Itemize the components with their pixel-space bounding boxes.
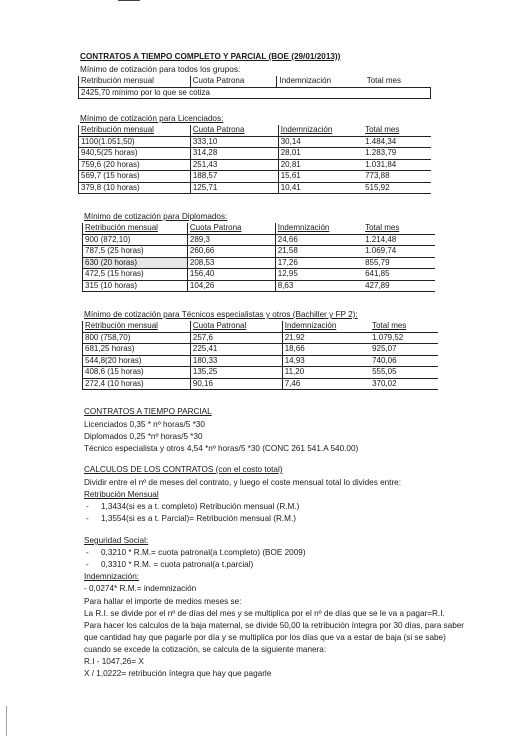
table-row: [79, 148, 432, 160]
table-cell: 10,41: [278, 182, 363, 194]
header-cell: Indemnización: [275, 223, 363, 234]
tail-line: Para hallar el importe de medios meses se:: [84, 597, 242, 606]
table-cell: 544,8(20 horas): [83, 355, 191, 367]
tail-line: R.I - 1047,26= X: [84, 657, 144, 666]
table-row: [79, 182, 432, 194]
table-cell: 7,46: [282, 378, 370, 390]
table-cell: 90,16: [190, 378, 282, 390]
parcial-line: Diplomados 0,25 *nº horas/5 *30: [84, 432, 203, 441]
header-cell: Total mes: [363, 125, 431, 136]
table-header-row: [79, 125, 432, 136]
tecnicos-table: [82, 321, 438, 390]
table-cell: 1100(1.051,50): [79, 136, 191, 148]
table-cell: 30,14: [278, 136, 363, 148]
header-cell: Indemnización: [278, 125, 363, 136]
header-cell: Total mes: [363, 223, 435, 234]
seguridad-item: 0,3310 * R.M. = cuota patronal(a t.parcial): [101, 560, 254, 569]
header-cell: Retribución mensual: [83, 223, 188, 234]
table-cell: 24,66: [275, 234, 363, 246]
table-row: [83, 344, 439, 356]
scan-mark-left: [6, 706, 7, 736]
table-cell: 21,92: [282, 332, 370, 344]
calculos-intro: Dividir entre el nº de meses del contrato, y luego el coste mensual total lo divides entre:: [84, 478, 402, 487]
table-cell: 940,5(25 horas): [79, 148, 191, 160]
table-cell: 1.031,84: [363, 159, 431, 171]
retribucion-item: 1,3434(si es a t. completo) Retribución mensual (R.M.): [101, 502, 300, 511]
table-cell: 408,6 (15 horas): [83, 367, 191, 379]
table-cell: 208,53: [187, 257, 275, 269]
seguridad-social-title: Seguridad Social:: [84, 536, 149, 545]
tecnicos-title: Mínimo de cotización para Técnicos especialistas y otros (Bachiller y FP 2):: [84, 310, 358, 319]
calculos-title: CALCULOS DE LOS CONTRATOS (con el costo total): [84, 465, 283, 474]
table-cell: 15,61: [278, 171, 363, 183]
header-cell: Indemnización: [282, 321, 370, 332]
table-row: [83, 378, 439, 390]
table-row: [79, 136, 432, 148]
table-cell: 188,57: [190, 171, 278, 183]
diplomados-table: [82, 223, 435, 292]
licenciados-title: Mínimo de cotización para Licenciados:: [80, 114, 224, 123]
table-cell: 759,6 (20 horas): [79, 159, 191, 171]
section1-table: [78, 76, 431, 99]
table-cell: 14,93: [282, 355, 370, 367]
table-cell: 925,07: [370, 344, 438, 356]
table-cell: 272,4 (10 horas): [83, 378, 191, 390]
table-row: [83, 269, 436, 281]
table-cell: 740,06: [370, 355, 438, 367]
table-row: [83, 332, 439, 344]
header-cell: Total mes: [365, 76, 431, 87]
table-row: [79, 87, 431, 99]
tail-line: que cantidad hay que pagarle por día y se multiplica por los días que va a estar de baja (si se sabe): [84, 633, 446, 642]
minimum-cotizacion-cell: 2425,70 mínimo por lo que se cotiza: [79, 87, 431, 99]
licenciados-table: [78, 125, 431, 194]
bullet-dash: -: [86, 514, 89, 523]
table-header-row: [79, 76, 431, 87]
header-cell: Indemnización: [277, 76, 365, 87]
table-row: [79, 159, 432, 171]
table-cell: 11,20: [282, 367, 370, 379]
table-row: [79, 171, 432, 183]
table-cell: 260,66: [187, 246, 275, 258]
table-cell: 1.079,52: [370, 332, 438, 344]
parcial-line: Licenciados 0,35 * nº horas/5 *30: [84, 420, 205, 429]
header-cell: Cuota Patrona: [187, 223, 275, 234]
header-cell: Total mes: [370, 321, 438, 332]
table-cell: 135,25: [190, 367, 282, 379]
header-cell: Retribución mensual: [79, 125, 191, 136]
table-cell: 800 (758,70): [83, 332, 191, 344]
bullet-dash: -: [86, 548, 89, 557]
header-cell: Cuota Patrona: [190, 125, 278, 136]
table-cell: 104,26: [187, 280, 275, 292]
table-cell: 641,85: [363, 269, 435, 281]
table-cell: 315 (10 horas): [83, 280, 188, 292]
indemnizacion-title: Indemnización:: [84, 572, 140, 581]
table-row: [83, 246, 436, 258]
table-row: [83, 367, 439, 379]
bullet-dash: -: [86, 502, 89, 511]
indemnizacion-line: - 0,0274* R.M.= indemnización: [84, 584, 197, 593]
table-row: [83, 355, 439, 367]
table-cell: 289,3: [187, 234, 275, 246]
table-cell: 773,88: [363, 171, 431, 183]
table-cell: 379,8 (10 horas): [79, 182, 191, 194]
table-row: [83, 234, 436, 246]
table-cell: 8,63: [275, 280, 363, 292]
table-cell: 787,5 (25 horas): [83, 246, 188, 258]
scan-mark-top: [118, 0, 140, 1]
table-cell: 855,79: [363, 257, 435, 269]
header-cell: Cuota Patrona: [190, 76, 277, 87]
diplomados-title: Mínimo de cotización para Diplomados:: [84, 212, 228, 221]
tail-line: La R.I. se divide por el nº de días del mes y se multiplica por el nº de días que se le va a pagar=R.I.: [84, 609, 445, 618]
table-cell: 257,6: [190, 332, 282, 344]
header-cell: Retribución mensual: [79, 76, 191, 87]
tail-line: Para hacer los calculos de la baja maternal, se divide 50,00 la retribución íntegra por 30 días, para saber: [84, 621, 465, 630]
table-cell: 1.283,79: [363, 148, 431, 160]
table-cell: 900 (872,10): [83, 234, 188, 246]
table-header-row: [83, 321, 439, 332]
table-cell: 156,40: [187, 269, 275, 281]
table-cell: 472,5 (15 horas): [83, 269, 188, 281]
table-cell: 1.484,34: [363, 136, 431, 148]
table-cell: 681,25 horas): [83, 344, 191, 356]
table-cell: 314,28: [190, 148, 278, 160]
table-row: [83, 257, 436, 269]
table-cell: 18,66: [282, 344, 370, 356]
table-cell: 28,01: [278, 148, 363, 160]
bullet-dash: -: [86, 560, 89, 569]
parcial-line: Técnico especialista y otros 4,54 *nº horas/5 *30 (CONC 261 541.A 540.00): [84, 444, 359, 453]
table-cell: 20,81: [278, 159, 363, 171]
table-cell: 630 (20 horas): [83, 257, 188, 269]
table-cell: 225,41: [190, 344, 282, 356]
retribucion-title: Retribución Mensual: [84, 490, 159, 499]
section1-title: CONTRATOS A TIEMPO COMPLETO Y PARCIAL (BOE (29/01/2013)): [80, 52, 341, 61]
table-cell: 1.214,48: [363, 234, 435, 246]
table-cell: 21,58: [275, 246, 363, 258]
table-row: [83, 280, 436, 292]
tail-line: cuando se excede la cotización, se calcula de la siguiente manera:: [84, 645, 327, 654]
table-cell: 370,02: [370, 378, 438, 390]
table-header-row: [83, 223, 436, 234]
header-cell: Retribución mensual: [83, 321, 191, 332]
retribucion-item: 1,3554(si es a t. Parcial)= Retribución mensual (R.M.): [101, 514, 296, 523]
table-cell: 555,05: [370, 367, 438, 379]
table-cell: 427,89: [363, 280, 435, 292]
table-cell: 125,71: [190, 182, 278, 194]
table-cell: 333,10: [190, 136, 278, 148]
table-cell: 569,7 (15 horas): [79, 171, 191, 183]
tail-line: X / 1,0222= retribución íntegra que hay que pagarle: [84, 669, 272, 678]
parcial-title: CONTRATOS A TIEMPO PARCIAL: [84, 407, 212, 416]
table-cell: 17,26: [275, 257, 363, 269]
header-cell: Cuota Patronal: [190, 321, 282, 332]
seguridad-item: 0,3210 * R.M.= cuota patronal(a t.completo) (BOE 2009): [101, 548, 306, 557]
section1-subtitle: Mínimo de cotización para todos los grupos:: [80, 65, 241, 74]
table-cell: 180,33: [190, 355, 282, 367]
table-cell: 515,92: [363, 182, 431, 194]
table-cell: 251,43: [190, 159, 278, 171]
table-cell: 12,95: [275, 269, 363, 281]
table-cell: 1.069,74: [363, 246, 435, 258]
